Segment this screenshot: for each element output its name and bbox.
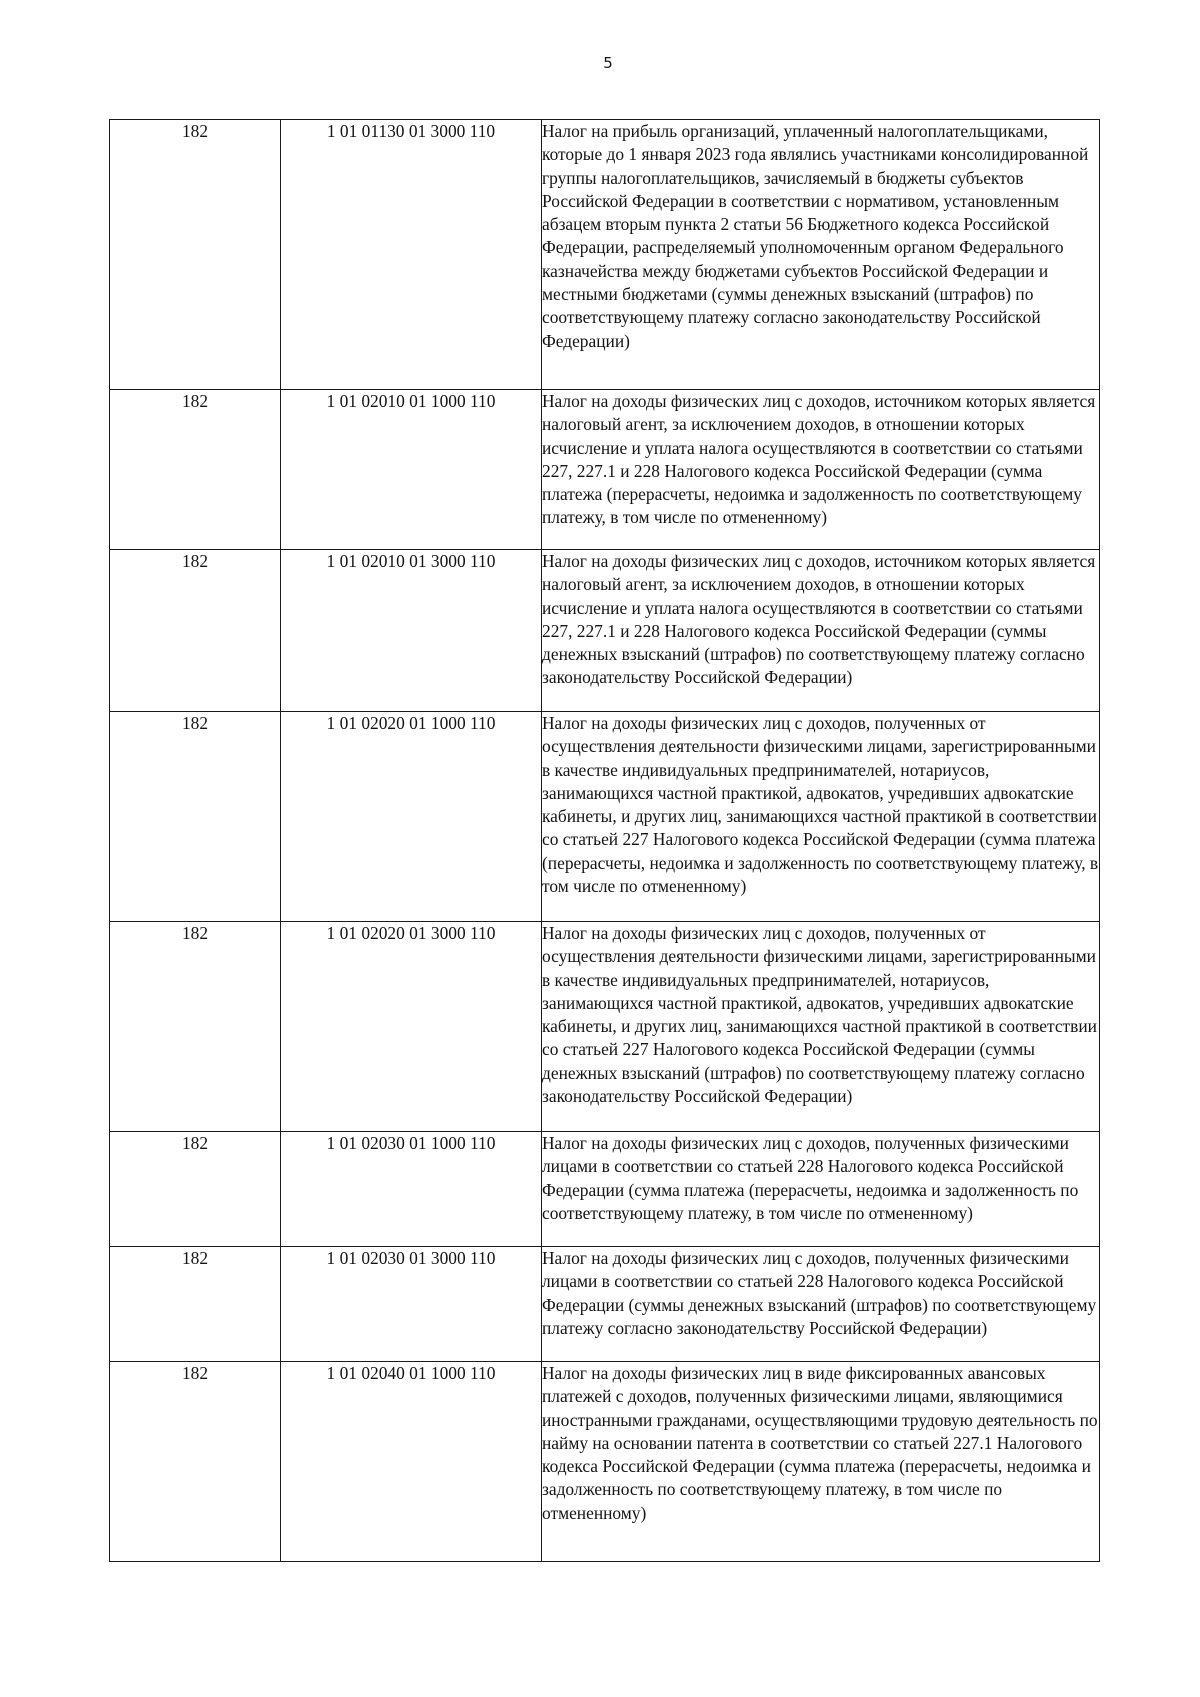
page-number: 5 — [603, 54, 613, 72]
table-row — [110, 120, 1100, 390]
admin-code-cell: 182 — [110, 1132, 281, 1247]
admin-code-cell: 182 — [110, 922, 281, 1132]
admin-code-cell: 182 — [110, 1362, 281, 1562]
kbk-code-cell: 1 01 02030 01 3000 110 — [281, 1247, 542, 1362]
table-row — [110, 1362, 1100, 1562]
admin-code-cell: 182 — [110, 390, 281, 550]
admin-code-cell: 182 — [110, 120, 281, 390]
revenue-name-cell: Налог на доходы физических лиц с доходов, полученных от осуществления деятельности физическими лицами, зарегистрированными в качестве индивидуальных предпринимателей, нотариусов, занимающихся частной практикой, адвокатов, учредивших адвокатские кабинеты, и других лиц, занимающихся частной практикой в соответствии со статьей 227 Налогового кодекса Российской Федерации (сумма платежа (перерасчеты, недоимка и задолженность по соответствующему платежу, в том числе по отмененному) — [542, 712, 1100, 922]
kbk-code-cell: 1 01 02020 01 1000 110 — [281, 712, 542, 922]
table-row — [110, 550, 1100, 712]
kbk-code-cell: 1 01 02010 01 3000 110 — [281, 550, 542, 712]
admin-code-cell: 182 — [110, 1247, 281, 1362]
table-row — [110, 1132, 1100, 1247]
kbk-code-cell: 1 01 02020 01 3000 110 — [281, 922, 542, 1132]
revenue-name-cell: Налог на доходы физических лиц с доходов, полученных физическими лицами в соответствии со статьей 228 Налогового кодекса Российской Федерации (сумма платежа (перерасчеты, недоимка и задолженность по соответствующему платежу, в том числе по отмененному) — [542, 1132, 1100, 1247]
admin-code-cell: 182 — [110, 712, 281, 922]
table-body — [110, 120, 1100, 1562]
revenue-name-cell: Налог на доходы физических лиц с доходов, источником которых является налоговый агент, за исключением доходов, в отношении которых исчисление и уплата налога осуществляются в соответствии со статьями 227, 227.1 и 228 Налогового кодекса Российской Федерации (сумма платежа (перерасчеты, недоимка и задолженность по соответствующему платежу, в том числе по отмененному) — [542, 390, 1100, 550]
revenue-name-cell: Налог на прибыль организаций, уплаченный налогоплательщиками, которые до 1 января 2023 года являлись участниками консолидированной группы налогоплательщиков, зачисляемый в бюджеты субъектов Российской Федерации в соответствии с нормативом, установленным абзацем вторым пункта 2 статьи 56 Бюджетного кодекса Российской Федерации, распределяемый уполномоченным органом Федерального казначейства между бюджетами субъектов Российской Федерации и местными бюджетами (суммы денежных взысканий (штрафов) по соответствующему платежу согласно законодательству Российской Федерации) — [542, 120, 1100, 390]
revenue-name-cell: Налог на доходы физических лиц с доходов, полученных физическими лицами в соответствии со статьей 228 Налогового кодекса Российской Федерации (суммы денежных взысканий (штрафов) по соответствующему платежу согласно законодательству Российской Федерации) — [542, 1247, 1100, 1362]
kbk-code-cell: 1 01 02040 01 1000 110 — [281, 1362, 542, 1562]
table-row — [110, 390, 1100, 550]
admin-code-cell: 182 — [110, 550, 281, 712]
table-row — [110, 1247, 1100, 1362]
revenue-name-cell: Налог на доходы физических лиц с доходов, источником которых является налоговый агент, за исключением доходов, в отношении которых исчисление и уплата налога осуществляются в соответствии со статьями 227, 227.1 и 228 Налогового кодекса Российской Федерации (суммы денежных взысканий (штрафов) по соответствующему платежу согласно законодательству Российской Федерации) — [542, 550, 1100, 712]
table-row — [110, 922, 1100, 1132]
kbk-code-cell: 1 01 02030 01 1000 110 — [281, 1132, 542, 1247]
revenue-name-cell: Налог на доходы физических лиц с доходов, полученных от осуществления деятельности физическими лицами, зарегистрированными в качестве индивидуальных предпринимателей, нотариусов, занимающихся частной практикой, адвокатов, учредивших адвокатские кабинеты, и других лиц, занимающихся частной практикой в соответствии со статьей 227 Налогового кодекса Российской Федерации (суммы денежных взысканий (штрафов) по соответствующему платежу согласно законодательству Российской Федерации) — [542, 922, 1100, 1132]
budget-codes-table — [109, 119, 1100, 1562]
kbk-code-cell: 1 01 01130 01 3000 110 — [281, 120, 542, 390]
revenue-name-cell: Налог на доходы физических лиц в виде фиксированных авансовых платежей с доходов, полученных физическими лицами, являющимися иностранными гражданами, осуществляющими трудовую деятельность по найму на основании патента в соответствии со статьей 227.1 Налогового кодекса Российской Федерации (сумма платежа (перерасчеты, недоимка и задолженность по соответствующему платежу, в том числе по отмененному) — [542, 1362, 1100, 1562]
table-row — [110, 712, 1100, 922]
kbk-code-cell: 1 01 02010 01 1000 110 — [281, 390, 542, 550]
